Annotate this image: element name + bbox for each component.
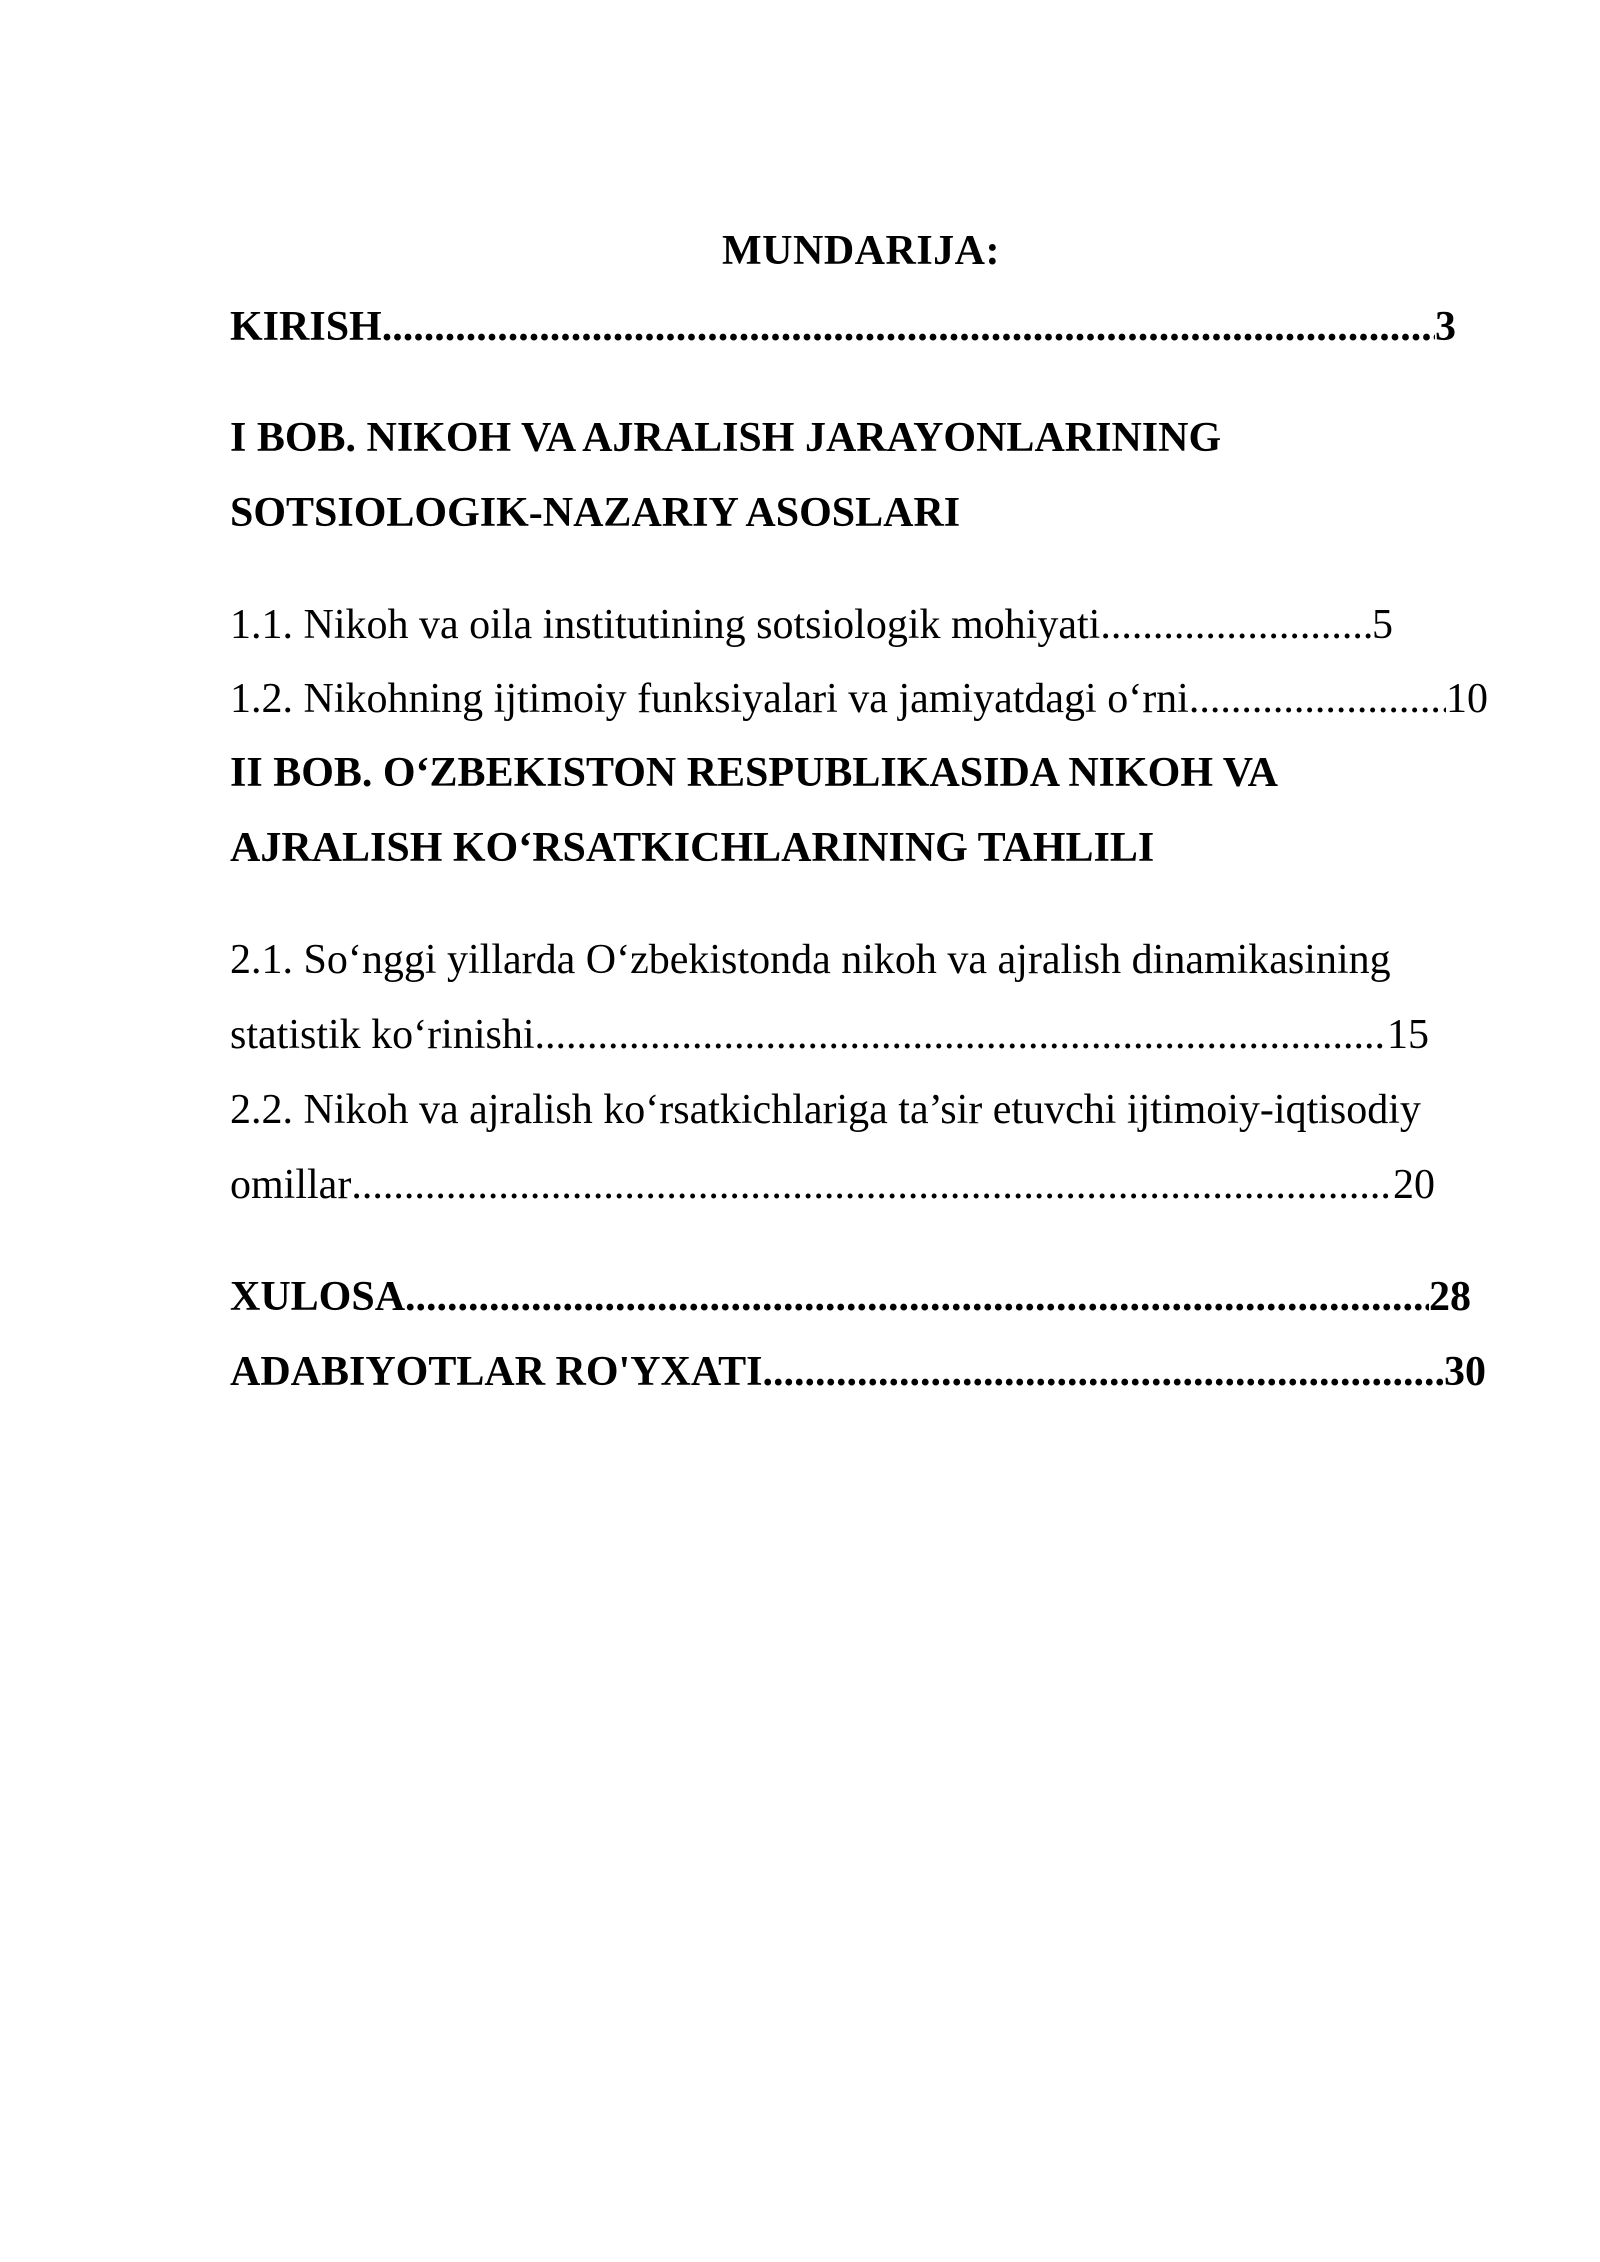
toc-entry-xulosa bbox=[230, 1272, 1471, 1322]
toc-page-number: 3 bbox=[1435, 304, 1456, 350]
toc-entry-label: omillar bbox=[230, 1162, 352, 1208]
toc-leader-dots bbox=[1100, 600, 1372, 650]
toc-entry-label: statistik ko‘rinishi bbox=[230, 1012, 535, 1058]
toc-entry-1-1 bbox=[230, 600, 1393, 650]
toc-leader-dots bbox=[405, 1272, 1429, 1322]
toc-entry-label: 1.1. Nikoh va oila institutining sotsiologik mohiyati bbox=[230, 602, 1101, 648]
chapter-heading-2-line1: II BOB. O‘ZBEKISTON RESPUBLIKASIDA NIKOH VA bbox=[230, 750, 1278, 796]
toc-entry-label: ADABIYOTLAR RO'YXATI bbox=[230, 1349, 763, 1395]
toc-page-number: 30 bbox=[1444, 1349, 1486, 1395]
toc-entry-label: KIRISH bbox=[230, 304, 382, 350]
toc-entry-label: 1.2. Nikohning ijtimoiy funksiyalari va jamiyatdagi o‘rni bbox=[230, 676, 1189, 722]
toc-entry-2-2-line1: 2.2. Nikoh va ajralish ko‘rsatkichlariga ta’sir etuvchi ijtimoiy-iqtisodiy bbox=[230, 1087, 1421, 1133]
chapter-heading-1-line1: I BOB. NIKOH VA AJRALISH JARAYONLARINING bbox=[230, 415, 1222, 461]
toc-entry-label: XULOSA bbox=[230, 1274, 406, 1320]
toc-leader-dots bbox=[535, 1010, 1388, 1060]
toc-entry-2-2 bbox=[230, 1160, 1435, 1210]
toc-page-number: 15 bbox=[1387, 1012, 1429, 1058]
chapter-heading-2-line2: AJRALISH KO‘RSATKICHLARINING TAHLILI bbox=[230, 825, 1155, 871]
toc-leader-dots bbox=[762, 1347, 1444, 1397]
toc-leader-dots bbox=[382, 302, 1435, 352]
page-title: MUNDARIJA: bbox=[722, 228, 1000, 274]
toc-leader-dots bbox=[351, 1160, 1393, 1210]
toc-entry-kirish bbox=[230, 302, 1456, 352]
toc-leader-dots bbox=[1189, 674, 1446, 724]
toc-page-number: 5 bbox=[1372, 602, 1393, 648]
toc-entry-2-1 bbox=[230, 1010, 1429, 1060]
toc-page-number: 28 bbox=[1429, 1274, 1471, 1320]
toc-entry-2-1-line1: 2.1. So‘nggi yillarda O‘zbekistonda nikoh va ajralish dinamikasining bbox=[230, 937, 1391, 983]
toc-page-number: 10 bbox=[1446, 676, 1488, 722]
toc-page-number: 20 bbox=[1393, 1162, 1435, 1208]
chapter-heading-1-line2: SOTSIOLOGIK-NAZARIY ASOSLARI bbox=[230, 490, 961, 536]
toc-entry-adabiyotlar bbox=[230, 1347, 1486, 1397]
toc-entry-1-2 bbox=[230, 674, 1488, 724]
